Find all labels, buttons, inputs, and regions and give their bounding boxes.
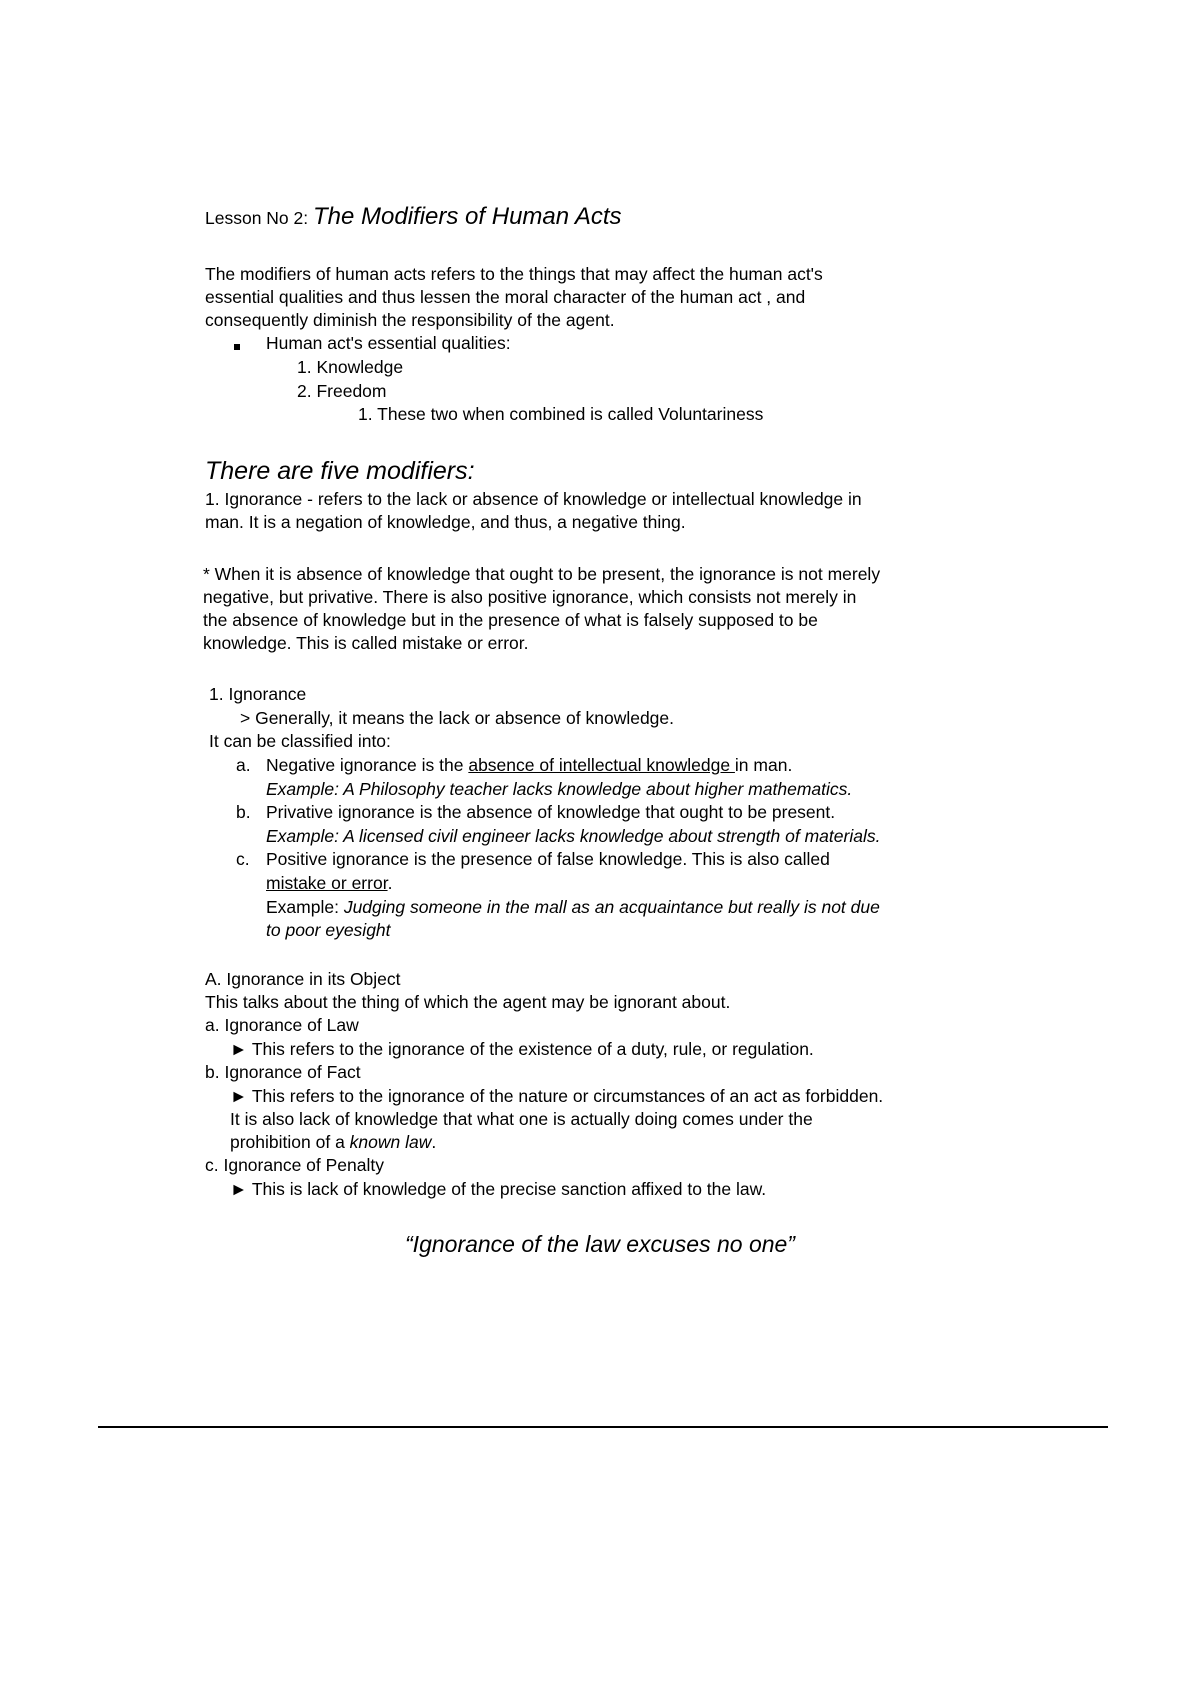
- bullet-marker: [234, 335, 240, 358]
- list-item-freedom: 2. Freedom: [297, 381, 387, 401]
- definition-line: man. It is a negation of knowledge, and thus, a negative thing.: [205, 512, 686, 532]
- fact-desc: ► This refers to the ignorance of the nature or circumstances of an act as forbidden.: [230, 1086, 884, 1106]
- ignorance-subheading: 1. Ignorance: [209, 684, 307, 704]
- object-desc: This talks about the thing of which the agent may be ignorant about.: [205, 992, 731, 1012]
- classified-intro: It can be classified into:: [209, 731, 391, 751]
- note-line: * When it is absence of knowledge that ought to be present, the ignorance is not merely: [203, 564, 881, 584]
- positive-example: [266, 896, 880, 919]
- ignorance-general: > Generally, it means the lack or absence of knowledge.: [240, 708, 675, 728]
- privative-ignorance: Privative ignorance is the absence of knowledge that ought to be present.: [266, 802, 836, 822]
- penalty-desc: ► This is lack of knowledge of the precise sanction affixed to the law.: [230, 1179, 767, 1199]
- mistake-period: .: [387, 873, 393, 893]
- penalty-heading: c. Ignorance of Penalty: [205, 1155, 384, 1175]
- horizontal-divider: [98, 1426, 1108, 1428]
- intro-line: consequently diminish the responsibility of the agent.: [205, 310, 615, 330]
- negative-ignorance: [266, 754, 792, 777]
- marker-b: b.: [236, 802, 251, 822]
- qualities-bullet: Human act's essential qualities:: [266, 333, 511, 353]
- positive-ignorance: Positive ignorance is the presence of false knowledge. This is also called: [266, 849, 830, 869]
- note-line: the absence of knowledge but in the presence of what is falsely supposed to be: [203, 610, 818, 630]
- lesson-number: Lesson No 2:: [205, 208, 309, 228]
- mistake-or-error: [266, 872, 392, 895]
- privative-example: Example: A licensed civil engineer lacks knowledge about strength of materials.: [266, 826, 881, 846]
- negative-underline: absence of intellectual knowledge: [468, 755, 735, 775]
- mistake-underline: mistake or error: [266, 873, 388, 893]
- five-modifiers-heading: There are five modifiers:: [205, 457, 475, 485]
- law-heading: a. Ignorance of Law: [205, 1015, 359, 1035]
- note-line: knowledge. This is called mistake or error.: [203, 633, 529, 653]
- object-heading: A. Ignorance in its Object: [205, 969, 401, 989]
- negative-text: Negative ignorance is the: [266, 755, 469, 775]
- definition-line: 1. Ignorance - refers to the lack or absence of knowledge or intellectual knowledge in: [205, 489, 862, 509]
- fact-desc-end: [230, 1131, 436, 1154]
- square-bullet-icon: [234, 344, 240, 350]
- note-line: negative, but privative. There is also positive ignorance, which consists not merely in: [203, 587, 857, 607]
- intro-paragraph: [205, 263, 1005, 332]
- example-text: Judging someone in the mall as an acquaintance but really is not due: [343, 897, 880, 917]
- fact-prohibition: prohibition of a: [230, 1132, 350, 1152]
- lesson-heading: The Modifiers of Human Acts: [313, 203, 622, 230]
- marker-a: a.: [236, 755, 251, 775]
- law-desc: ► This refers to the ignorance of the existence of a duty, rule, or regulation.: [230, 1039, 814, 1059]
- lesson-title: [205, 205, 622, 230]
- intro-line: essential qualities and thus lessen the moral character of the human act , and: [205, 287, 806, 307]
- example-label: Example:: [266, 897, 344, 917]
- fact-desc-cont: It is also lack of knowledge that what one is actually doing comes under the: [230, 1109, 813, 1129]
- ignorance-definition: [205, 488, 1025, 534]
- intro-line: The modifiers of human acts refers to the things that may affect the human act's: [205, 264, 823, 284]
- fact-period: .: [431, 1132, 437, 1152]
- fact-heading: b. Ignorance of Fact: [205, 1062, 361, 1082]
- negative-text-end: in man.: [734, 755, 793, 775]
- marker-c: c.: [236, 849, 250, 869]
- list-subitem-voluntariness: 1. These two when combined is called Voluntariness: [358, 404, 764, 424]
- list-item-knowledge: 1. Knowledge: [297, 357, 404, 377]
- known-law: known law: [349, 1132, 432, 1152]
- negative-example: Example: A Philosophy teacher lacks knowledge about higher mathematics.: [266, 779, 853, 799]
- positive-example-cont: to poor eyesight: [266, 920, 391, 940]
- privative-note: [203, 563, 1033, 655]
- closing-quote: “Ignorance of the law excuses no one”: [405, 1231, 795, 1257]
